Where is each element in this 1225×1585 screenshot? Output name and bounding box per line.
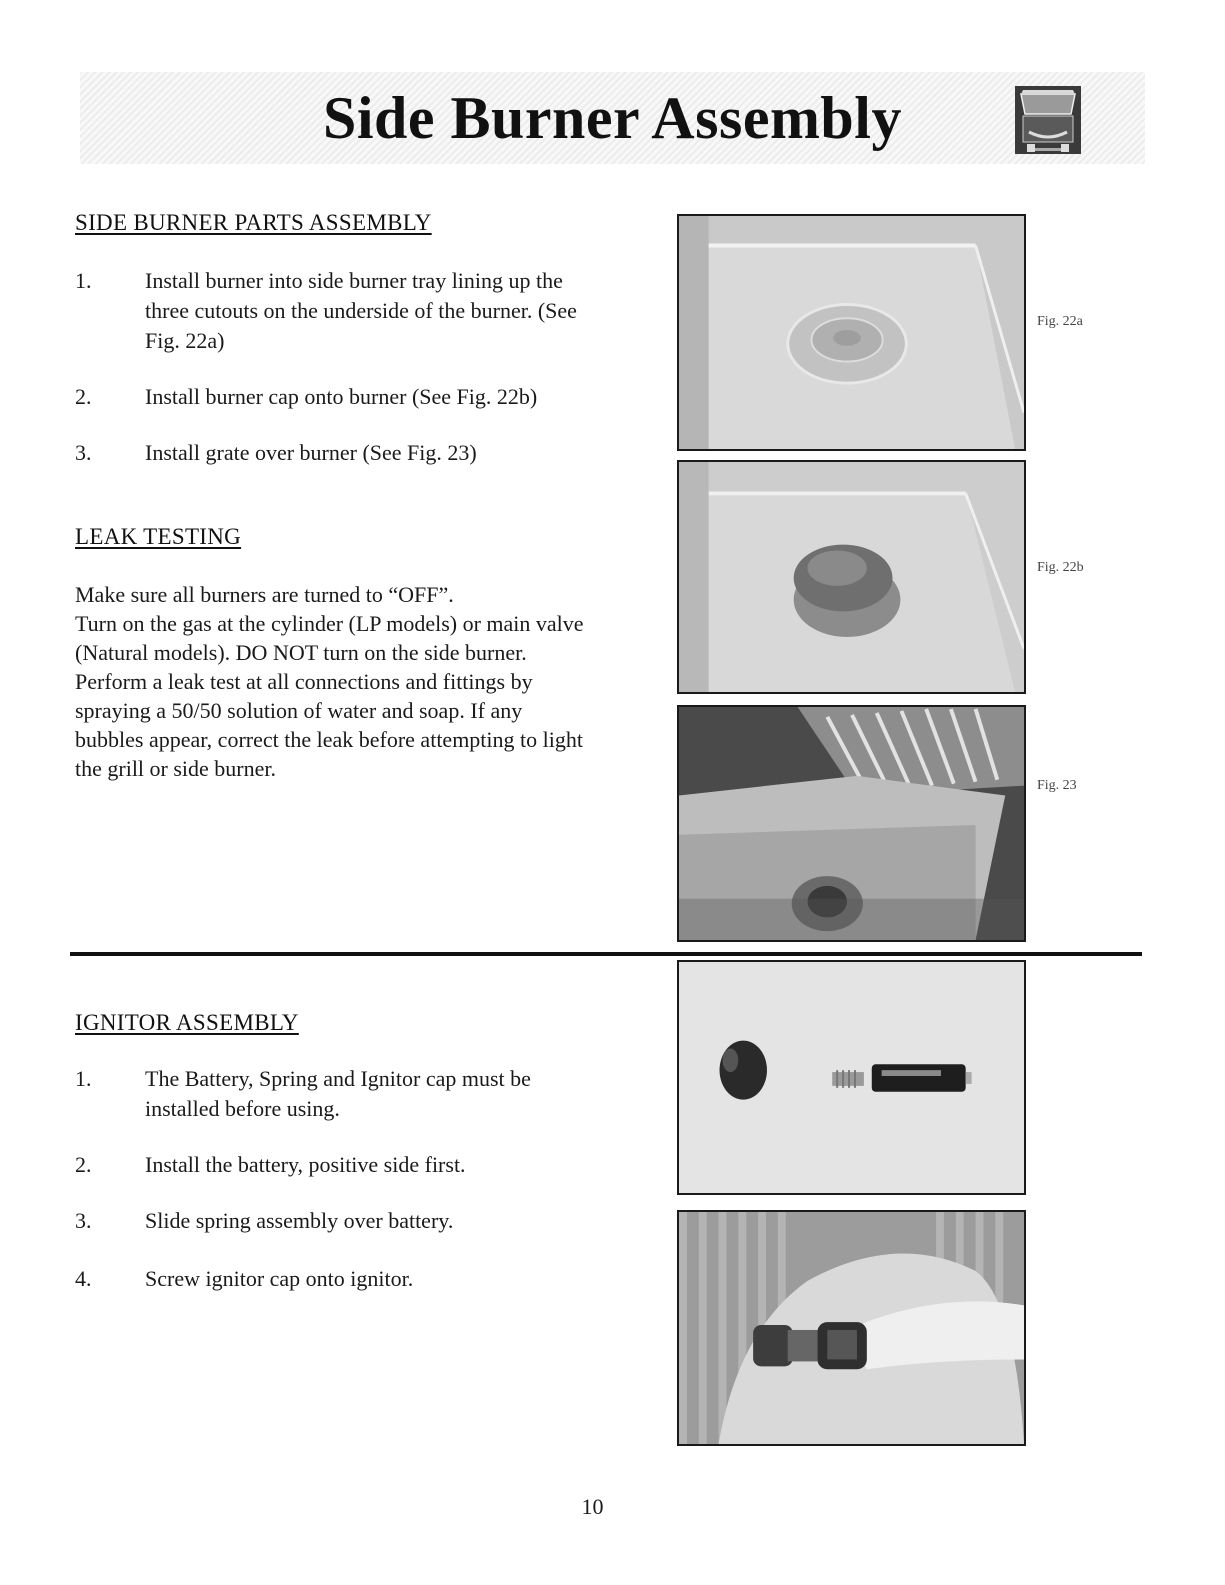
step-text: Install burner cap onto burner (See Fig. 22b) — [145, 384, 538, 409]
step-text: Install grate over burner (See Fig. 23) — [145, 440, 477, 465]
page-number: 10 — [581, 1494, 604, 1519]
figure-burner-cap — [677, 460, 1026, 694]
step-text: Install burner into side burner tray lining up the three cutouts on the underside of the burner. (See Fig. 22a) — [145, 268, 577, 353]
leak-testing-line-2: Turn on the gas at the cylinder (LP models) or main valve (Natural models). DO NOT turn on the side burner. Perform a leak test at all connections and fittings by spraying a 50/50 solution of water and soap. If any bubbles appear, correct the leak before attempting to light the grill or side burner. — [75, 611, 584, 781]
ignitor-heading: IGNITOR ASSEMBLY — [75, 1010, 299, 1035]
side-burner-heading: SIDE BURNER PARTS ASSEMBLY — [75, 210, 432, 235]
step-number: 2. — [75, 1152, 92, 1177]
step-number: 1. — [75, 1066, 92, 1091]
header-banner — [80, 72, 1145, 164]
grill-icon — [1015, 86, 1081, 154]
leak-testing-paragraph — [75, 580, 595, 783]
step-number: 1. — [75, 268, 92, 293]
step-text: Install the battery, positive side first. — [145, 1152, 466, 1177]
step-number: 2. — [75, 384, 92, 409]
figure-ignitor-parts — [677, 960, 1026, 1195]
step-text: Slide spring assembly over battery. — [145, 1208, 454, 1233]
figure-burner-in-tray — [677, 214, 1026, 451]
step-number: 3. — [75, 1208, 92, 1233]
leak-testing-heading: LEAK TESTING — [75, 524, 242, 549]
step-text: The Battery, Spring and Ignitor cap must be installed before using. — [145, 1066, 531, 1121]
step-number: 4. — [75, 1266, 92, 1291]
figure-ignitor-install — [677, 1210, 1026, 1446]
section-divider — [70, 952, 1142, 956]
page-title: Side Burner Assembly — [323, 85, 902, 151]
step-number: 3. — [75, 440, 92, 465]
figure-label: Fig. 23 — [1037, 778, 1077, 793]
figure-label: Fig. 22a — [1037, 314, 1083, 329]
figure-grate — [677, 705, 1026, 942]
leak-testing-line-1: Make sure all burners are turned to “OFF”. — [75, 582, 454, 607]
figure-label: Fig. 22b — [1037, 560, 1084, 575]
step-text: Screw ignitor cap onto ignitor. — [145, 1266, 414, 1291]
